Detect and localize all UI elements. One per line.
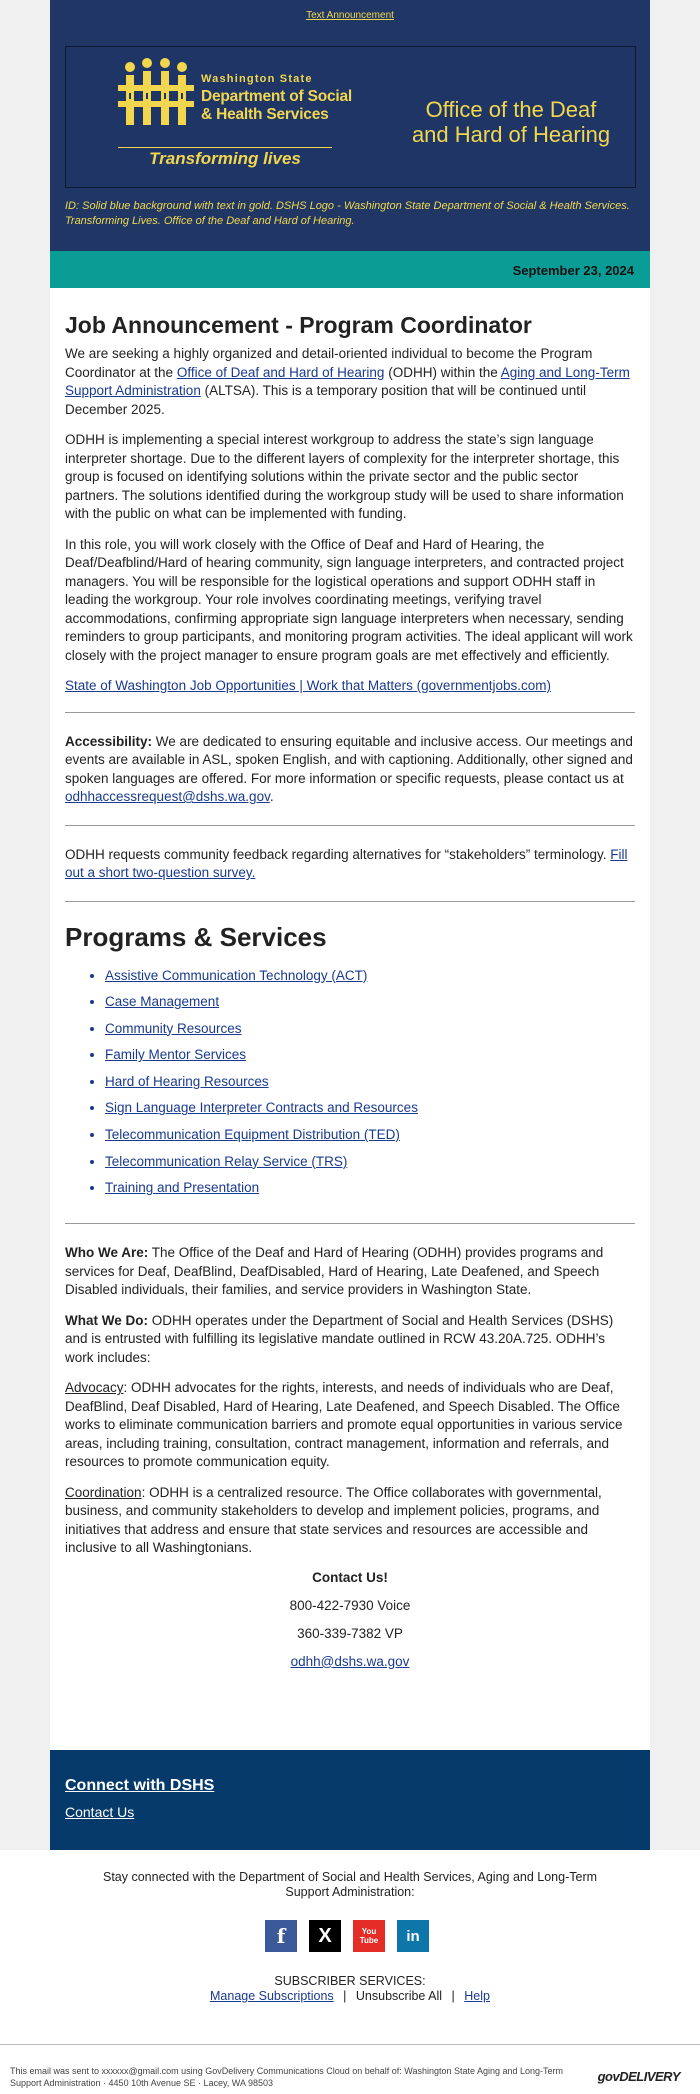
office-title bbox=[396, 97, 626, 147]
logo-divider bbox=[118, 147, 332, 148]
service-link-training[interactable]: Training and Presentation bbox=[105, 1180, 260, 1196]
access-request-email-link[interactable]: odhhaccessrequest@dshs.wa.gov bbox=[65, 789, 270, 804]
jobs-link[interactable]: State of Washington Job Opportunities | Work that Matters (governmentjobs.com) bbox=[65, 678, 551, 693]
job-intro-text-c: (ALTSA). This is a temporary position that will be continued until December 2025. bbox=[65, 383, 587, 417]
services-list bbox=[105, 967, 635, 1198]
divider bbox=[65, 901, 635, 902]
service-link-interpreter-contracts[interactable]: Sign Language Interpreter Contracts and Resources bbox=[105, 1100, 418, 1116]
separator: | bbox=[451, 1989, 455, 2003]
youtube-icon[interactable]: You Tube bbox=[353, 1920, 385, 1952]
service-link-hard-of-hearing[interactable]: Hard of Hearing Resources bbox=[105, 1073, 269, 1089]
divider bbox=[65, 712, 635, 713]
main-content bbox=[50, 288, 650, 1750]
footer-text: This email was sent to xxxxxx@gmail.com using GovDelivery Communications Cloud on behalf of: Washington State Aging and Long-Term Support Administration · 4450 10th Avenue SE · Lacey, WA 98503 bbox=[10, 2066, 564, 2088]
who-we-are bbox=[65, 1244, 635, 1300]
list-item bbox=[105, 967, 635, 985]
help-link[interactable]: Help bbox=[464, 1989, 490, 2003]
job-title: Job Announcement - Program Coordinator bbox=[65, 312, 532, 338]
service-link-trs[interactable]: Telecommunication Relay Service (TRS) bbox=[105, 1153, 348, 1169]
survey-link[interactable]: Fill out a short two-question survey. bbox=[65, 846, 628, 880]
logo-dept-line2: & Health Services bbox=[201, 106, 329, 123]
coordination bbox=[65, 1484, 635, 1558]
header-banner bbox=[50, 0, 650, 251]
who-label: Who We Are: bbox=[65, 1245, 149, 1261]
stay-connected bbox=[0, 1850, 700, 2044]
list-item bbox=[105, 1046, 635, 1064]
contact-email-line bbox=[65, 1654, 635, 1669]
connect-dshs-link[interactable]: Connect with DSHS bbox=[65, 1777, 215, 1794]
manage-subscriptions-link[interactable]: Manage Subscriptions bbox=[210, 1989, 334, 2003]
divider bbox=[65, 1223, 635, 1224]
subscriber-services-label: SUBSCRIBER SERVICES: bbox=[274, 1974, 426, 1988]
list-item bbox=[105, 993, 635, 1011]
service-link-ted[interactable]: Telecommunication Equipment Distribution (TED) bbox=[105, 1127, 400, 1143]
subscriber-services bbox=[0, 1974, 700, 2004]
list-item bbox=[105, 1179, 635, 1197]
what-we-do bbox=[65, 1312, 635, 1368]
govdelivery-logo: govDELIVERY bbox=[597, 2069, 680, 2084]
footer bbox=[0, 2044, 700, 2094]
service-link-act[interactable]: Assistive Communication Technology (ACT) bbox=[105, 967, 368, 983]
logo-tagline: Transforming lives bbox=[149, 149, 301, 168]
job-intro-text-a: We are seeking a highly organized and detail-oriented individual to become the Program Coordinator at the bbox=[65, 346, 593, 380]
service-link-community-resources[interactable]: Community Resources bbox=[105, 1020, 242, 1036]
programs-title: Programs & Services bbox=[65, 921, 327, 952]
coordination-text: : ODHH is a centralized resource. The Office collaborates with governmental, business, and community stakeholders to develop and implement policies, programs, and initiatives that address and ensure that state services and resources are accessible and inclusive to all Washingtonians. bbox=[65, 1484, 602, 1556]
list-item bbox=[105, 1099, 635, 1117]
contact-us-link[interactable]: Contact Us bbox=[65, 1804, 135, 1820]
facebook-icon[interactable]: f bbox=[265, 1920, 297, 1952]
accessibility-label: Accessibility: bbox=[65, 733, 153, 749]
list-item bbox=[105, 1020, 635, 1038]
job-link-para bbox=[65, 677, 635, 696]
service-link-case-management[interactable]: Case Management bbox=[105, 994, 220, 1010]
date-bar bbox=[50, 251, 650, 288]
feedback-paragraph bbox=[65, 846, 635, 883]
logo-text bbox=[201, 73, 352, 124]
advocacy bbox=[65, 1379, 635, 1472]
list-item bbox=[105, 1073, 635, 1091]
separator: | bbox=[343, 1989, 347, 2003]
social-links bbox=[265, 1920, 429, 1952]
altsa-link[interactable]: Aging and Long-Term Support Administration bbox=[65, 364, 630, 398]
dshs-odhh-banner bbox=[65, 46, 636, 188]
job-intro bbox=[65, 345, 635, 419]
contact-voice: 800-422-7930 Voice bbox=[289, 1597, 411, 1613]
what-text: ODHH operates under the Department of Social and Health Services (DSHS) and is entrusted with fulfilling its legislative mandate outlined in RCW 43.20A.725. ODHH’s work includes: bbox=[65, 1312, 614, 1365]
who-text: The Office of the Deaf and Hard of Hearing (ODHH) provides programs and services for Deaf, DeafBlind, DeafDisabled, Hard of Hearing, Late Deafened, and Speech Disabled individuals, their families, and service providers in Washington State. bbox=[65, 1245, 604, 1298]
job-paragraph-2: ODHH is implementing a special interest workgroup to address the state’s sign language interpreter shortage. Due to the different layers of complexity for the interpreter shortage, this group is focused on identifying solutions within the private sector and the public sector partners. The solutions identified during the workgroup study will be used to share information with the public on what can be implemented with funding. bbox=[65, 432, 624, 521]
logo-dept-line1: Department of Social bbox=[201, 88, 353, 105]
stay-message: Stay connected with the Department of Social and Health Services, Aging and Long-Term Support Administration: bbox=[102, 1870, 598, 1899]
advocacy-text: : ODHH advocates for the rights, interests, and needs of individuals who are Deaf, DeafBlind, Deaf Disabled, Hard of Hearing, Late Deafened, and Speech Disabled. The Office works to eliminate communication barriers and promote equal opportunities in various service areas, including training, consultation, contract management, information and referrals, and resources to promote communication equity. bbox=[65, 1380, 623, 1470]
accessibility-end: . bbox=[269, 789, 274, 804]
dshs-logo-icon bbox=[116, 57, 196, 137]
odhh-link[interactable]: Office of Deaf and Hard of Hearing bbox=[176, 364, 385, 380]
unsubscribe-all[interactable]: Unsubscribe All bbox=[355, 1989, 443, 2003]
office-line-2: and Hard of Hearing bbox=[411, 122, 611, 147]
what-label: What We Do: bbox=[65, 1312, 148, 1328]
logo-state: Washington State bbox=[201, 73, 313, 85]
list-item bbox=[105, 1126, 635, 1144]
contact-email-link[interactable]: odhh@dshs.wa.gov bbox=[290, 1653, 410, 1669]
accessibility-text: We are dedicated to ensuring equitable and inclusive access. Our meetings and events are available in ASL, spoken English, and with captioning. Additionally, other signed and spoken languages are offered. For more information or specific requests, please contact us at bbox=[65, 733, 633, 786]
advocacy-label: Advocacy bbox=[65, 1380, 124, 1396]
image-description: ID: Solid blue background with text in gold. DSHS Logo - Washington State Department of Social & Health Services. Transforming Lives. Office of the Deaf and Hard of Hearing. bbox=[65, 200, 630, 227]
list-item bbox=[105, 1153, 635, 1171]
service-link-family-mentor[interactable]: Family Mentor Services bbox=[105, 1047, 247, 1063]
connect-section bbox=[50, 1750, 650, 1850]
publish-date: September 23, 2024 bbox=[512, 263, 634, 278]
job-intro-text-b: (ODHH) within the bbox=[384, 364, 501, 380]
office-line-1: Office of the Deaf bbox=[425, 97, 597, 122]
coordination-label: Coordination bbox=[65, 1484, 142, 1500]
contact-title: Contact Us! bbox=[312, 1569, 388, 1585]
x-icon[interactable]: X bbox=[309, 1920, 341, 1952]
job-paragraph-3: In this role, you will work closely with the Office of Deaf and Hard of Hearing, the Deaf/Deafblind/Hard of hearing community, sign language interpreters, and contracted project managers. You will be responsible for the logistical operations and support ODHH staff in leading the workgroup. Your role involves coordinating meetings, verifying travel accommodations, confirming appropriate sign language interpreters when necessary, sending reminders to group participants, and monitoring program activities. The ideal applicant will work closely with the project manager to ensure program goals are met effectively and efficiently. bbox=[65, 536, 633, 663]
linkedin-icon[interactable]: in bbox=[397, 1920, 429, 1952]
text-announcement-link[interactable]: Text Announcement bbox=[306, 10, 394, 21]
subscriber-links bbox=[0, 1989, 700, 2004]
divider bbox=[65, 825, 635, 826]
contact-vp: 360-339-7382 VP bbox=[297, 1625, 403, 1641]
accessibility-paragraph bbox=[65, 733, 635, 807]
feedback-text: ODHH requests community feedback regarding alternatives for “stakeholders” terminology. bbox=[65, 846, 611, 862]
